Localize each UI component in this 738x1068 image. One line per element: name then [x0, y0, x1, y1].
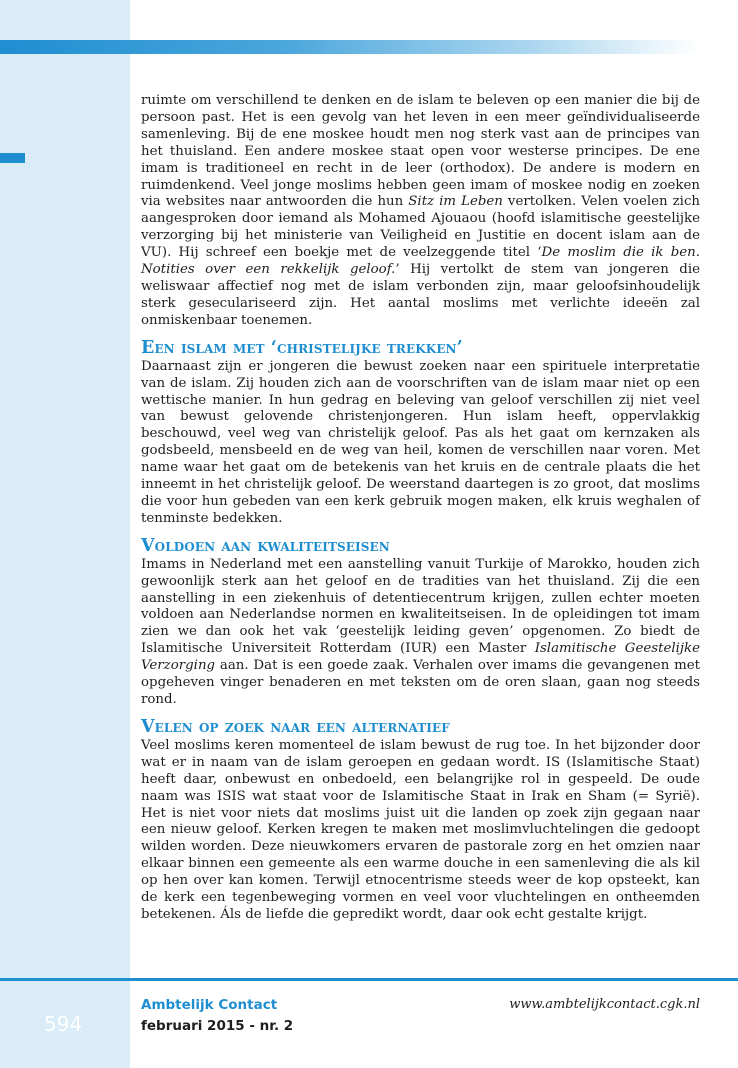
footer-divider	[0, 978, 738, 981]
side-marker	[0, 153, 25, 163]
intro-paragraph: ruimte om verschillend te denken en de islam te beleven op een manier die bij de persoon past. Het is een gevolg van het leven in een meer geïndividualiseerde samenleving. Bij de ene moskee houdt men nog sterk vast aan de principes van het thuisland. Een andere moskee staat open voor westerse principes. De ene imam is traditioneel en recht in de leer (orthodox). De andere is modern en ruimdenkend. Veel jonge moslims hebben geen imam of moskee nodig en zoeken via websites naar antwoorden die hun Sitz im Leben vertolken. Velen voelen zich aangesproken door iemand als Mohamed Ajouaou (hoofd islamitische geestelijke verzorging bij het ministerie van Veiligheid en Justitie en docent islam aan de VU). Hij schreef een boekje met de veelzeggende titel ‘De moslim die ik ben. Notities over een rekkelijk geloof.’ Hij vertolkt de stem van jongeren die weliswaar affectief nog met de islam verbonden zijn, maar geloofsinhoudelijk sterk geseculariseerd zijn. Het aantal moslims met verlichte ideeën zal onmiskenbaar toenemen.	[141, 93, 701, 328]
website-link[interactable]: www.ambtelijkcontact.cgk.nl	[509, 997, 700, 1012]
page-number: 594	[44, 1012, 83, 1036]
section-heading-christelijke-trekken: Een islam met ‘christelijke trekken’	[141, 337, 463, 358]
section-paragraph-kwaliteitseisen: Imams in Nederland met een aanstelling vanuit Turkije of Marokko, houden zich gewoonlijk sterk aan het geloof en de tradities van het thuisland. Zij die een aanstelling in een ziekenhuis of detentiecentrum krijgen, zullen echter moeten voldoen aan Nederlandse normen en kwaliteitseisen. In de opleidingen tot imam zien we dan ook het vak ‘geestelijk leiding geven’ opgenomen. Zo biedt de Islamitische Universiteit Rotterdam (IUR) een Master Islamitische Geestelijke Verzorging aan. Dat is een goede zaak. Verhalen over imams die gevangenen met opgeheven vinger benaderen en met teksten om de oren slaan, gaan nog steeds rond.	[141, 556, 700, 707]
section-heading-alternatief: Velen op zoek naar een alternatief	[141, 716, 450, 737]
section-paragraph-alternatief: Veel moslims keren momenteel de islam bewust de rug toe. In het bijzonder door wat er in naam van de islam geroepen en gedaan wordt. IS (Islamitische Staat) heeft daar, onbewust en onbedoeld, een belangrijke rol in gespeeld. De oude naam was ISIS wat staat voor de Islamitische Staat in Irak en Sham (= Syrië). Het is niet voor niets dat moslims juist uit die landen op zoek zijn gegaan naar een nieuw geloof. Kerken kregen te maken met moslimvluchtelingen die gedoopt wilden worden. Deze nieuwkomers ervaren de pastorale zorg en het omzien naar elkaar binnen een gemeente als een warme douche in een samenleving die als kil op hen over kan komen. Terwijl etnocentrisme steeds weer de kop opsteekt, kan de kerk een tegenbeweging vormen en veel voor vluchtelingen en ontheemden betekenen. Áls de liefde die gepredikt wordt, daar ook echt gestalte krijgt.	[141, 737, 700, 922]
header-gradient-bar	[0, 40, 700, 54]
section-heading-kwaliteitseisen: Voldoen aan kwaliteitseisen	[141, 535, 390, 556]
issue-date: februari 2015 - nr. 2	[141, 1018, 294, 1034]
magazine-title: Ambtelijk Contact	[141, 997, 278, 1013]
section-paragraph-christelijke-trekken: Daarnaast zijn er jongeren die bewust zoeken naar een spirituele interpretatie van de islam. Zij houden zich aan de voorschriften van de islam maar niet op een wettische manier. In hun gedrag en beleving van geloof verschillen zij niet veel van bewust gelovende christenjongeren. Hun islam heeft, oppervlakkig beschouwd, veel weg van christelijk geloof. Pas als het gaat om kernzaken als godsbeeld, mensbeeld en de weg van heil, komen de verschillen naar voren. Met name waar het gaat om de betekenis van het kruis en de centrale plaats die het inneemt in het christelijk geloof. De weerstand daartegen is zo groot, dat moslims die voor hun gebeden van een kerk gebruik mogen maken, elk kruis weghalen of tenminste bedekken.	[141, 358, 700, 526]
article-body	[141, 93, 700, 924]
